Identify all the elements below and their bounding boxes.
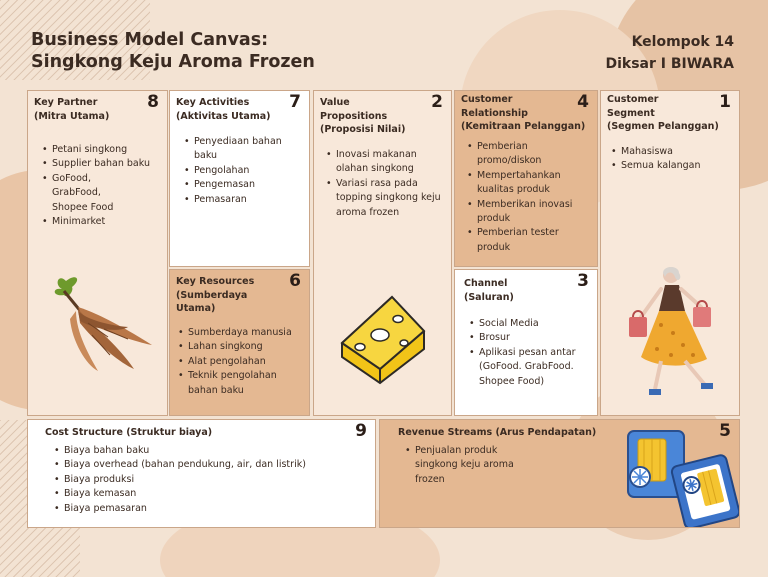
channel-heading <box>464 277 514 304</box>
list-item: • Sumberdaya manusia <box>178 326 308 340</box>
key-resources-heading-line3: Utama) <box>176 303 216 314</box>
revenue-streams-block <box>379 419 740 528</box>
list-item: • Inovasi makanan olahan singkong <box>326 148 448 177</box>
list-item: • Aplikasi pesan antar (GoFood. GrabFood. Shopee Food) <box>469 346 595 389</box>
revenue-streams-number: 5 <box>719 421 731 441</box>
page-title <box>31 29 315 73</box>
list-item: • Pengemasan <box>184 178 306 192</box>
channel-block <box>454 269 598 416</box>
list-item: • Alat pengolahan <box>178 355 308 369</box>
value-propositions-list <box>326 148 448 220</box>
key-activities-block <box>169 90 310 267</box>
list-item: • Biaya kemasan <box>54 487 364 501</box>
revenue-streams-heading: Revenue Streams (Arus Pendapatan) <box>398 427 597 438</box>
list-item: • Pemasaran <box>184 193 306 207</box>
list-item: • Biaya produksi <box>54 473 364 487</box>
value-propositions-heading-line3: (Proposisi Nilai) <box>320 124 406 135</box>
customer-segment-list <box>611 145 735 174</box>
cost-structure-heading: Cost Structure (Struktur biaya) <box>45 427 213 438</box>
key-partner-number: 8 <box>147 92 159 112</box>
list-item: • Pemberian promo/diskon <box>467 140 593 169</box>
channel-heading-line2: (Saluran) <box>464 291 514 303</box>
list-item: • Teknik pengolahan bahan baku <box>178 369 308 398</box>
group-label <box>605 31 734 75</box>
customer-segment-block <box>600 90 740 416</box>
customer-segment-number: 1 <box>719 92 731 112</box>
customer-segment-heading-line1: Customer <box>607 94 659 105</box>
customer-relationship-block <box>454 90 598 267</box>
key-resources-number: 6 <box>289 271 301 291</box>
list-item: • Biaya overhead (bahan pendukung, air, dan listrik) <box>54 458 364 472</box>
customer-segment-heading <box>607 93 719 134</box>
value-propositions-heading-line2: Propositions <box>320 110 388 122</box>
page-title-line2: Singkong Keju Aroma Frozen <box>31 52 315 72</box>
customer-relationship-number: 4 <box>577 92 589 112</box>
key-partner-block <box>27 90 168 416</box>
key-activities-heading-line1: Key Activities <box>176 97 250 108</box>
list-item: • Supplier bahan baku <box>42 157 162 171</box>
channel-heading-line1: Channel <box>464 278 508 289</box>
page-title-line1: Business Model Canvas: <box>31 30 269 50</box>
key-partner-heading <box>34 96 109 123</box>
list-item: • Brosur <box>469 331 595 345</box>
key-resources-block <box>169 269 310 416</box>
key-resources-heading-line2: (Sumberdaya <box>176 289 248 301</box>
customer-segment-heading-line3: (Segmen Pelanggan) <box>607 121 719 132</box>
list-item: • Social Media <box>469 317 595 331</box>
list-item: • Biaya bahan baku <box>54 444 364 458</box>
key-activities-heading-line2: (Aktivitas Utama) <box>176 110 271 122</box>
list-item: • Semua kalangan <box>611 159 735 173</box>
channel-list <box>469 317 595 389</box>
list-item: • GoFood, GrabFood, Shopee Food <box>42 172 128 215</box>
value-propositions-number: 2 <box>431 92 443 112</box>
group-label-line1: Kelompok 14 <box>631 34 734 50</box>
value-propositions-heading-line1: Value <box>320 97 350 108</box>
list-item: • Variasi rasa pada topping singkong keju aroma frozen <box>326 177 448 220</box>
value-propositions-block <box>313 90 452 416</box>
key-partner-heading-line2: (Mitra Utama) <box>34 110 110 122</box>
list-item: • Lahan singkong <box>178 340 308 354</box>
list-item: • Memberikan inovasi produk <box>467 198 593 227</box>
list-item: • Penyediaan bahan baku <box>184 135 306 164</box>
list-item: • Mahasiswa <box>611 145 735 159</box>
cost-structure-number: 9 <box>355 421 367 441</box>
key-partner-list <box>42 143 162 229</box>
frozen-food-package-illustration <box>624 425 740 528</box>
cost-structure-list <box>54 444 364 516</box>
key-resources-list <box>178 326 308 398</box>
customer-relationship-list <box>467 140 593 255</box>
list-item: • Pemberian tester produk <box>467 226 593 255</box>
cheese-illustration <box>336 291 432 387</box>
list-item: • Mempertahankan kualitas produk <box>467 169 593 198</box>
list-item: • Minimarket <box>42 215 162 229</box>
list-item: • Penjualan produk singkong keju aroma frozen <box>405 444 535 487</box>
revenue-streams-list <box>405 444 535 487</box>
customer-relationship-heading-line2: Relationship <box>461 107 528 119</box>
key-activities-list <box>184 135 306 207</box>
key-activities-heading <box>176 96 271 123</box>
customer-segment-heading-line2: Segment <box>607 107 655 119</box>
key-partner-heading-line1: Key Partner <box>34 97 98 108</box>
customer-relationship-heading <box>461 93 585 134</box>
list-item: • Petani singkong <box>42 143 162 157</box>
key-activities-number: 7 <box>289 92 301 112</box>
value-propositions-heading <box>320 96 405 137</box>
list-item: • Pengolahan <box>184 164 306 178</box>
channel-number: 3 <box>577 271 589 291</box>
group-label-line2: Diksar I BIWARA <box>605 56 734 72</box>
list-item: • Biaya pemasaran <box>54 502 364 516</box>
cassava-illustration <box>48 273 158 373</box>
shopper-woman-illustration <box>621 265 725 399</box>
customer-relationship-heading-line1: Customer <box>461 94 513 105</box>
customer-relationship-heading-line3: (Kemitraan Pelanggan) <box>461 121 586 132</box>
key-resources-heading-line1: Key Resources <box>176 276 255 287</box>
key-resources-heading <box>176 275 254 316</box>
cost-structure-block <box>27 419 376 528</box>
